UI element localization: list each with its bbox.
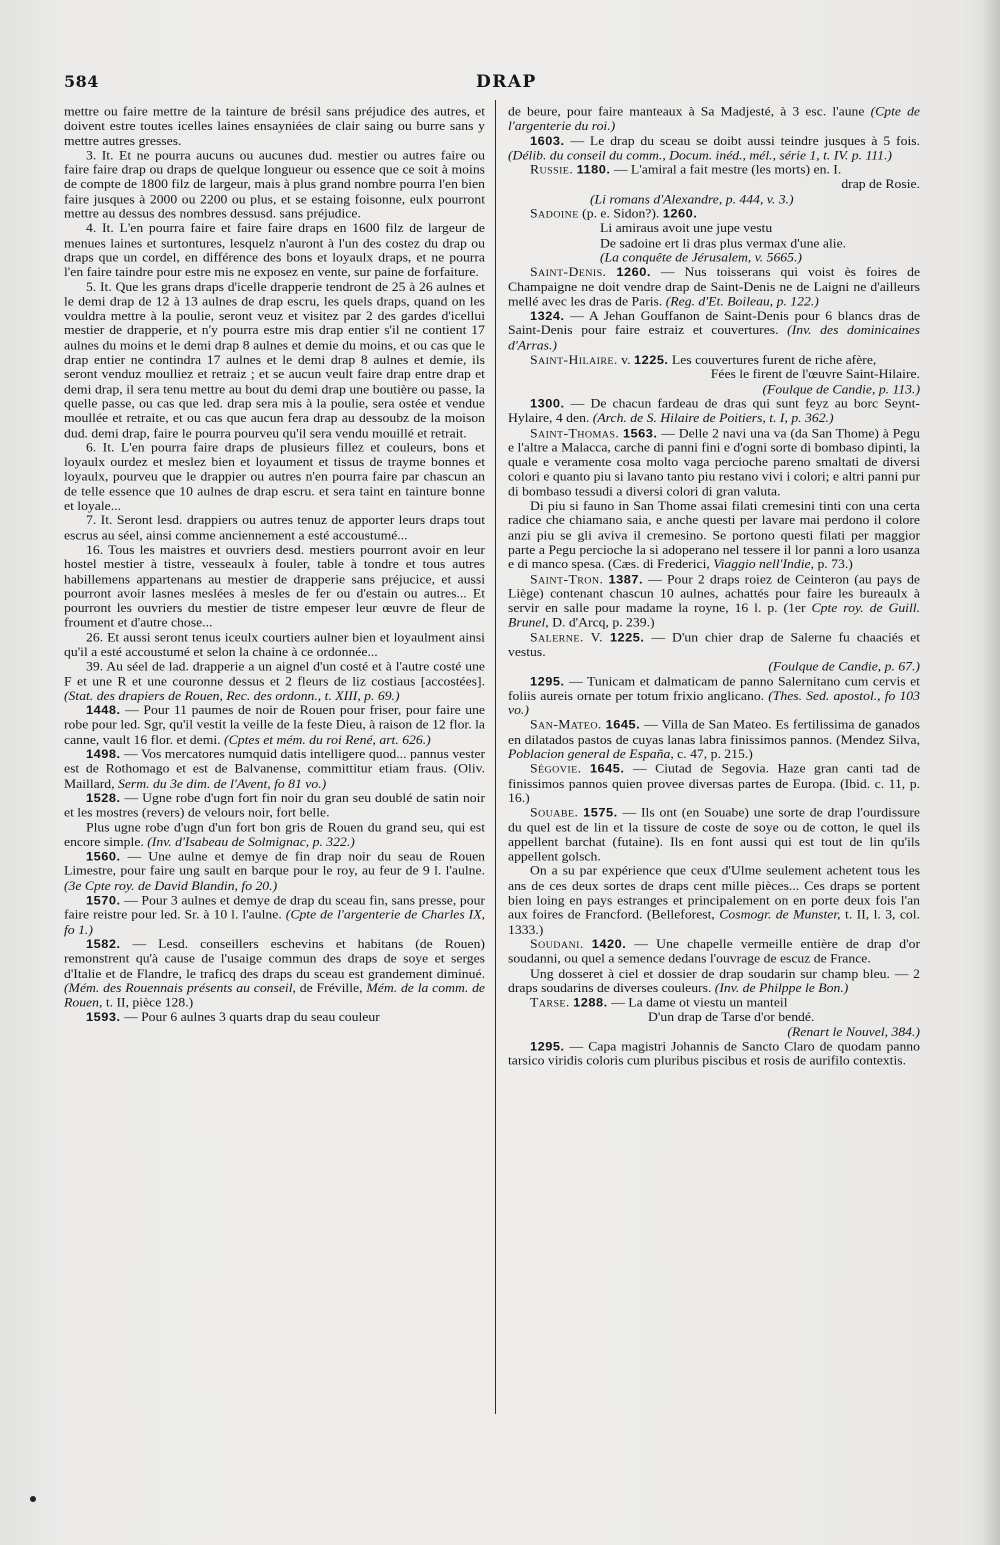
text: — Ils ont (en Souabe) une sorte de drap l'ourdissure du quel est de lin et la tissure de coste de soye ou de cotton, le quel ils appellent barchat (futaine). Ils en font aussi qui est tout de lin qu'ils appellent golsch. [508,805,920,864]
entry-year: 1645. [589,761,625,776]
entry-year: 1575. [583,805,618,820]
citation: (Li romans d'Alexandre, p. 444, v. 3.) [590,191,794,206]
dated-entry [64,849,485,893]
text: — Ciutad de Segovia. Haze gran canti tad de finissimos pannos quien provee diversas partes de Europa. (Ibid. c. 11, p. 16.) [508,761,921,805]
text: — De chacun fardeau de dras qui sunt feyz au borc Seynt-Hylaire, 4 den. [508,396,920,426]
entry-year: 1528. [86,790,121,805]
right-column [508,104,920,1068]
text: 16. Tous les maistres et ouvriers desd. mestiers pourront avoir en leur hostel mestier à tistre, vesseaulx à fouler, table à tondre et tous autres habillemens appartenans au mestier de drapperie sans préjucice, et aussi pourront avoir lasnes meslées à mesles de fer ou d'estain ou autres... Et pourront les ouvriers du mestier de tistre empeser leur œuvre de fleur de froument et d'autre chose... [64,542,485,630]
dated-entry [64,747,485,791]
dated-entry [508,1039,920,1068]
text: 4. It. L'en pourra faire et faire faire draps en 1600 filz de largeur de menues laines et surtontures, lesquelz n'auront à l'un des costez du drap ou draps que un cordel, en différence des bons et loyaulx draps, et ne pourra l'en faire taindre pour estre mis ne exposez en vente, sur paine de forfaiture. [64,220,485,280]
dated-entry [508,133,920,162]
text: D. d'Arcq, p. 239.) [552,615,655,630]
paragraph [508,498,920,571]
text: (p. e. Sidon?). [582,206,660,221]
place-heading: Soudani. [530,936,584,952]
place-heading: Sadoine [530,206,579,221]
text: De sadoine ert li dras plus vermax d'une alie. [600,235,847,250]
citation: (Foulque de Candie, p. 113.) [762,381,920,396]
place-entry [508,571,920,629]
place-entry [508,162,920,177]
text: c. 47, p. 215.) [677,746,753,762]
paragraph [64,279,485,440]
text: Li amiraus avoit une jupe vestu [600,220,773,236]
citation: (Renart le Nouvel, 384.) [787,1024,920,1039]
text: — D'un chier drap de Salerne fu chaaciés et vestus. [508,629,921,659]
place-heading: Saint-Thomas. [530,425,620,440]
column-divider [495,100,496,1414]
text: 7. It. Seront lesd. drappiers ou autres tenuz de apporter leurs draps tout escrus au séel, ainsi comme anciennement a esté accoustumé... [64,513,485,542]
place-heading: Saint-Denis. [530,264,607,280]
place-entry [508,937,920,966]
place-heading: Saint-Tron. [530,571,604,586]
place-heading: Tarse. [530,995,570,1010]
place-heading: San-Mateo. [530,717,602,732]
dated-entry [64,791,485,820]
text: — Le drap du sceau se doibt aussi teindre jusques à 5 fois. [570,133,920,148]
ink-speck [30,1496,36,1502]
paragraph [64,440,485,513]
citation: (Inv. d'Isabeau de Solmignac, p. 322.) [147,834,355,849]
paragraph [64,513,485,542]
citation: (Cpte de l'argenterie du roi.) [508,104,921,133]
verse-line [508,221,920,236]
text: drap de Rosie. [841,177,920,192]
place-entry [508,718,920,762]
entry-year: 1387. [608,571,644,586]
text: — Villa de San Mateo. Es fertilissima de ganados en dilatados pastos de cuyas lanas labra finissimos pannos. (Mendez Silva, [508,717,921,747]
citation: (Arch. de S. Hilaire de Poitiers, t. I, p. 362.) [592,410,834,426]
paragraph [508,864,920,937]
place-entry [508,352,920,367]
place-entry [508,630,920,659]
paragraph [508,104,920,133]
text: 39. Au séel de lad. drapperie a un aignel d'un costé et à l'autre costé une F et une R et une couronne dessus et 2 fleurs de liz costiaus [accostées]. [64,659,485,689]
paragraph [64,148,485,221]
verse-line [508,1010,920,1025]
dated-entry [508,309,920,353]
text: Fées le firent de l'œuvre Saint-Hilaire. [710,366,920,382]
entry-year: 1563. [622,425,658,440]
text: — L'amiral a fait mestre (les morts) en. I. [613,162,842,177]
place-entry [508,995,920,1010]
text: — Tunicam et dalmaticam de panno Salernitano cum cervis et foliis aureis ornate per totum frixio anglicano. [508,673,920,703]
citation: (Inv. de Philppe le Bon.) [714,980,849,995]
citation: Mém. de la comm. de Rouen, [64,980,486,1010]
place-entry [508,425,920,498]
paragraph [64,221,485,279]
paragraph [508,966,920,995]
text: — Une aulne et demye de fin drap noir du seau de Rouen Limestre, pour faire ung sault en barque pour le roy, au feur de 9 l. l'aulne. [64,849,486,878]
citation: (Foulque de Candie, p. 67.) [768,659,920,674]
entry-year: 1260. [662,206,698,221]
text: — Vos mercatores numquid datis intelligere quod... pannus vester est de Rothomago et est de Balvanense, committitur etiam fraus. (Oliv. Maillard, [64,746,485,791]
text: — Capa magistri Johannis de Sancto Claro de quodam panno tarsico viridis coloris cum pluribus piscibus et rosis de aurifilo contextis. [508,1038,920,1068]
citation: Cpte roy. de Guill. Brunel, [508,600,921,630]
paragraph [64,542,485,630]
text: t. II, pièce 128.) [105,995,194,1010]
text: — Pour 11 paumes de noir de Rouen pour friser, pour faire une robe pour led. Sgr, qu'il vestit la veille de la feste Dieu, à raison de 12 flor. la canne, vault 16 flor. et demi. [64,702,486,747]
text: — A Jehan Gouffanon de Saint-Denis pour 6 blancs dras de Saint-Denis pour faire estraiz et couvertures. [508,308,920,338]
dated-entry [64,937,485,1010]
place-heading: V. [590,629,603,645]
citation-line [508,659,920,674]
citation: Poblacion general de España, [508,746,674,762]
citation: (3e Cpte roy. de David Blandin, fo 20.) [64,878,278,893]
text: — La dame ot viestu un manteil [611,995,788,1010]
paragraph [64,659,485,703]
text: Ung dosseret à ciel et dossier de drap soudarin sur champ bleu. — 2 draps soudarins de diverses couleurs. [508,965,920,995]
citation: (Inv. des dominicaines d'Arras.) [508,323,920,353]
citation-line [508,250,920,265]
running-head: DRAP [476,72,537,92]
paragraph [64,820,485,849]
citation-line [508,382,920,397]
citation: (Délib. du conseil du comm., Docum. inéd., mél., série 1, t. IV. p. 111.) [508,147,892,163]
verse-line [508,235,920,250]
citation: Cosmogr. de Munster, [719,907,841,922]
left-column [64,104,485,1024]
text: — Ugne robe d'ugn fort fin noir du gran seu doublé de satin noir et les mostres (revers) de velours noir, fort belle. [64,790,486,820]
text: — Pour 6 aulnes 3 quarts drap du seau couleur [123,1009,380,1025]
dated-entry [64,703,485,747]
citation: Viaggio nell'Indie, [713,556,815,572]
text: mettre ou faire mettre de la tainture de brésil sans préjudice des autres, et doivent estre toutes icelles laines ensayniées de clair saing ou burre sans y mettre autres gresses. [64,104,485,148]
text: On a su par expérience que ceux d'Ulme seulement achetent tous les ans de ces deux sortes de draps cent mille pièces... Ces draps se portent bien loing en pays estranges et principalement on en porte deux fois l'an aux foires de Francford. (Belleforest, [508,863,920,922]
citation: (La conquête de Jérusalem, v. 5665.) [600,250,802,265]
text: — Delle 2 navi una va (da San Thome) à Pegu e l'altre a Malacca, carche di panni fini e d'ogni sorte di bombaso dipinti, la quale e veramente cosa molto vaga percioche pareno smaltati de diversi colori e quanto piu si lavano tanto piu restano vivi i colori; e altri panni pur di bombaso tessudi a diversi colori di gran valuta. [508,425,920,499]
text: 6. It. L'en pourra faire draps de plusieurs fillez et couleurs, bons et loyaulx ourdez et meslez bien et loyaument et tissus de trayme bonnes et loyaulx, pourveu que le drappier ou autres n'en pourra faire par chascun an de telle essence que 10 aulnes de drap escru. et sera taint en tainture bonne et loyale... [64,439,485,513]
text: 26. Et aussi seront tenus iceulx courtiers aulner bien et loyaulment ainsi qu'il a esté accoustumé et selon la chaine à ce ordonnée... [64,629,485,659]
citation: (Cpte de l'argenterie de Charles IX, fo 1.) [64,907,485,937]
page-edge-shadow [982,0,1000,1545]
paragraph [64,630,485,659]
text: — Pour 2 draps roiez de Ceinteron (au pays de Liège) contenant chascun 10 aulnes, achattés pour faire les bureaulx à servir en salle pour madame la royne, 16 l. p. (1er [508,571,920,616]
place-heading: Ségovie. [530,761,582,776]
text: — Pour 3 aulnes et demye de drap du sceau fin, sans presse, pour faire reistre pour led. Sr. à 10 l. l'aulne. [64,892,485,922]
entry-year: 1295. [530,1038,565,1054]
entry-year: 1225. [633,352,669,367]
text: 5. It. Que les grans draps d'icelle drapperie tendront de 25 à 26 aulnes et le demi drap de 12 à 13 aulnes de drap escru, les quels draps, quand on les vouldra mettre à la poulie, seront veuz et visitez par 2 des gardes d'icellui mestier de drapperie, et n'y pourra estre mis drap entier s'il ne contient 17 aulnes du moins et le demi drap 8 aulnes et demie du moins, et ou cas que le drap entier ne contindra 17 aulnes et le demi drap 8 aulnes et demie, ils seront venduz moulliez et retraiz ; et se aucun veult faire drap entre drap et demi drap, il sera tenu mettre au bout du demi drap une boutière ou passe, la quelle passe, ou cas que led. drap sera mis à la poulie, sera ostée et vendue moullée et retraite, et ou cas que aucun fera drap au dessoubz de la moison dud. demi drap, faire le pourra pourveu qu'il sera vendu mouillé et retrait. [64,279,485,440]
entry-year: 1300. [530,396,565,411]
verse-line [508,367,920,382]
entry-year: 1288. [573,995,608,1010]
text: Plus ugne robe d'ugn d'un fort bon gris de Rouen du grand seu, qui est encore simple. [64,819,485,849]
citation-line [508,192,920,207]
text: v. [621,352,631,367]
entry-year: 1560. [86,849,121,864]
citation: Serm. du 3e dim. de l'Avent, fo 81 vo.) [117,775,327,791]
entry-year: 1645. [605,717,641,732]
text: — Lesd. conseillers eschevins et habitans (de Rouen) remonstrent qu'à cause de l'usaige commun des draps de soye et serges d'Italie et de Flandre, le traficq des draps du sceau est grandement diminué. [64,936,485,981]
text: p. 73.) [817,556,853,572]
dated-entry [64,893,485,937]
dated-entry [508,674,920,718]
citation: (Stat. des drapiers de Rouen, Rec. des ordonn., t. XIII, p. 69.) [64,688,400,703]
text: — Une chapelle vermeille entière de drap d'or soudanni, ou quel a semence dedans l'ouvrage de escuz de France. [508,936,921,966]
place-entry [508,761,920,805]
place-heading: Russie. [530,162,574,177]
page-number: 584 [64,72,99,91]
entry-year: 1593. [86,1009,121,1025]
entry-year: 1498. [86,746,121,762]
text: D'un drap de Tarse d'or bendé. [648,1009,815,1025]
entry-year: 1180. [576,162,611,177]
text: Di piu si fauno in San Thome assai filati cremesini tinti con una certa radice che chiamano saia, e anche questi per lavare mai perdono il colore anzi piu se gli aviva il cremesino. Se portono questi filati per maggior parte a Pegu percioche la si adoperano nel tessere il lor panni a loro usanza e di manco spesa. (Cæs. di Frederici, [508,498,920,572]
entry-year: 1420. [591,936,627,952]
paragraph [64,104,485,148]
text: — Nus toisserans qui voist ès foires de Champaigne ne doit vendre drap de Saint-Denis ne de Laigni ne d'ailleurs mellé avec les dras de Paris. [508,264,921,309]
place-entry [508,206,920,221]
text: de Fréville, [299,980,363,995]
text: 3. It. Et ne pourra aucuns ou aucunes dud. mestier ou autres faire ou faire faire drap ou draps de quelque longueur ou essence que ce soit à moins de compte de 1800 filz de largeur, mais à plus grand nombre pourra l'en bien faire jusques à 2000 ou 2200 ou plus, et se estaing foisonne, eulx pourront mettre au dessus des nombres dessusd. sans préjudice. [64,147,485,221]
text: de beure, pour faire manteaux à Sa Madjesté, à 3 esc. l'aune [508,104,865,119]
citation: (Cptes et mém. du roi René, art. 626.) [224,732,431,747]
place-heading: Salerne. [530,629,584,645]
place-heading: Saint-Hilaire. [530,352,618,367]
text: Les couvertures furent de riche afère, [671,352,877,367]
entry-year: 1324. [530,308,565,323]
entry-year: 1570. [86,892,121,908]
citation-line [508,1024,920,1039]
citation: (Mém. des Rouennais présents au conseil, [64,980,296,995]
text: t. II, l. 3, col. 1333.) [508,907,921,937]
entry-year: 1603. [530,133,565,148]
dated-entry [64,1010,485,1025]
entry-year: 1295. [530,673,565,689]
entry-year: 1225. [609,629,645,645]
citation: (Thes. Sed. apostol., fo 103 vo.) [508,688,920,718]
place-entry [508,265,920,309]
place-heading: Souabe. [530,805,579,820]
citation: (Reg. d'Et. Boileau, p. 122.) [665,293,819,309]
dated-entry [508,396,920,425]
entry-year: 1260. [616,264,651,280]
verse-line [508,177,920,192]
entry-year: 1448. [86,702,121,718]
entry-year: 1582. [86,936,121,952]
place-entry [508,805,920,863]
